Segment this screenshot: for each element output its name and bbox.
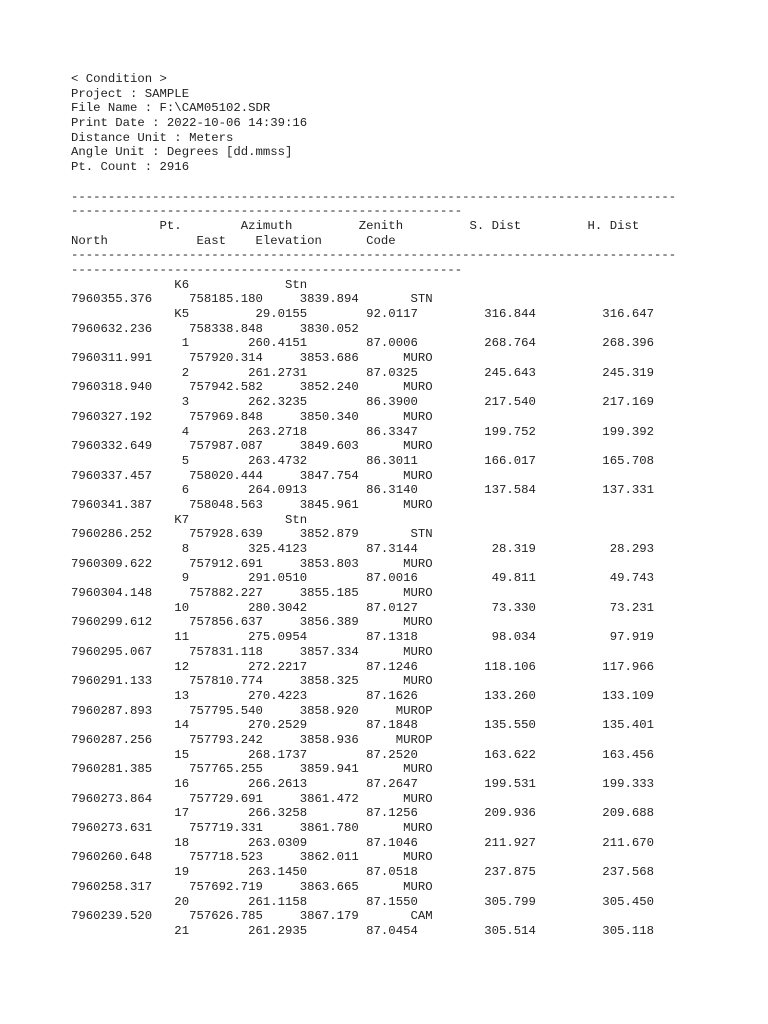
table-row-line: 3 262.3235 86.3900 217.540 217.169: [71, 395, 654, 410]
condition-heading: < Condition >: [71, 72, 167, 86]
angle-unit-line: Angle Unit : Degrees [dd.mmss]: [71, 145, 293, 160]
table-row-line: 7960260.648 757718.523 3862.011 MURO: [71, 850, 433, 865]
table-row-line: 7960287.893 757795.540 3858.920 MUROP: [71, 703, 433, 718]
table-row-line: 7960273.631 757719.331 3861.780 MURO: [71, 821, 433, 836]
table-row-line: 7960332.649 757987.087 3849.603 MURO: [71, 439, 433, 454]
table-row-line: 7960309.622 757912.691 3853.803 MURO: [71, 556, 433, 571]
table-row-line: 16 266.2613 87.2647 199.531 199.333: [71, 777, 654, 791]
table-row-line: K7 Stn: [71, 512, 308, 527]
table-row-line: 20 261.1158 87.1550 305.799 305.450: [71, 894, 654, 909]
table-row-line: 10 280.3042 87.0127 73.330 73.231: [71, 600, 654, 615]
table-row-line: 2 261.2731 87.0325 245.643 245.319: [71, 365, 654, 380]
table-row-line: K5 29.0155 92.0117 316.844 316.647: [71, 307, 654, 321]
table-row-line: 11 275.0954 87.1318 98.034 97.919: [71, 630, 654, 645]
project-line: Project : SAMPLE: [71, 86, 190, 101]
table-row-line: 18 263.0309 87.1046 211.927 211.670: [71, 835, 654, 850]
table-row-line: 7960273.864 757729.691 3861.472 MURO: [71, 791, 433, 806]
separator-line: ----------------------------------------------------------------------------------: [71, 189, 677, 204]
table-row-line: 14 270.2529 87.1848 135.550 135.401: [71, 718, 654, 733]
table-row-line: 8 325.4123 87.3144 28.319 28.293: [71, 542, 654, 556]
table-row-line: 21 261.2935 87.0454 305.514 305.118: [71, 923, 654, 938]
table-row-line: 5 263.4732 86.3011 166.017 165.708: [71, 453, 654, 468]
table-row-line: 7960318.940 757942.582 3852.240 MURO: [71, 380, 433, 395]
table-row-line: 7960295.067 757831.118 3857.334 MURO: [71, 644, 433, 659]
table-row-line: 7960632.236 758338.848 3830.052: [71, 321, 359, 336]
separator-line: -----------------------------------------------------: [71, 204, 463, 219]
table-row-line: 13 270.4223 87.1626 133.260 133.109: [71, 688, 654, 703]
table-row-line: 7960341.387 758048.563 3845.961 MURO: [71, 497, 433, 512]
table-row-line: 7960239.520 757626.785 3867.179 CAM: [71, 909, 433, 924]
table-row-line: 17 266.3258 87.1256 209.936 209.688: [71, 806, 654, 821]
table-row-line: 7960355.376 758185.180 3839.894 STN: [71, 292, 433, 307]
table-row-line: 7960304.148 757882.227 3855.185 MURO: [71, 586, 433, 601]
table-row-line: 19 263.1450 87.0518 237.875 237.568: [71, 865, 654, 880]
print-date-line: Print Date : 2022-10-06 14:39:16: [71, 116, 308, 131]
table-row-line: 7960291.133 757810.774 3858.325 MURO: [71, 674, 433, 689]
separator-line: ----------------------------------------------------------------------------------: [71, 248, 677, 263]
distance-unit-line: Distance Unit : Meters: [71, 130, 234, 145]
table-row-line: 7960299.612 757856.637 3856.389 MURO: [71, 615, 433, 630]
table-row-line: 7960311.991 757920.314 3853.686 MURO: [71, 351, 433, 366]
separator-line: -----------------------------------------------------: [71, 262, 463, 277]
table-header-line: North East Elevation Code: [71, 233, 396, 248]
table-row-line: K6 Stn: [71, 277, 308, 292]
table-row-line: 6 264.0913 86.3140 137.584 137.331: [71, 483, 654, 498]
table-row-line: 1 260.4151 87.0006 268.764 268.396: [71, 336, 654, 351]
table-row-line: 7960281.385 757765.255 3859.941 MURO: [71, 762, 433, 777]
table-row-line: 7960286.252 757928.639 3852.879 STN: [71, 527, 433, 542]
table-header-line: Pt. Azimuth Zenith S. Dist H. Dist: [71, 218, 640, 233]
table-row-line: 7960287.256 757793.242 3858.936 MUROP: [71, 732, 433, 747]
table-row-line: 12 272.2217 87.1246 118.106 117.966: [71, 659, 654, 674]
table-row-line: 7960258.317 757692.719 3863.665 MURO: [71, 879, 433, 894]
table-row-line: 4 263.2718 86.3347 199.752 199.392: [71, 424, 654, 439]
file-name-line: File Name : F:\CAM05102.SDR: [71, 101, 271, 116]
table-row-line: 7960337.457 758020.444 3847.754 MURO: [71, 468, 433, 483]
pt-count-line: Pt. Count : 2916: [71, 160, 190, 175]
table-row-line: 15 268.1737 87.2520 163.622 163.456: [71, 747, 654, 762]
table-row-line: 9 291.0510 87.0016 49.811 49.743: [71, 571, 654, 586]
table-row-line: 7960327.192 757969.848 3850.340 MURO: [71, 409, 433, 424]
condition-block: [71, 72, 768, 939]
